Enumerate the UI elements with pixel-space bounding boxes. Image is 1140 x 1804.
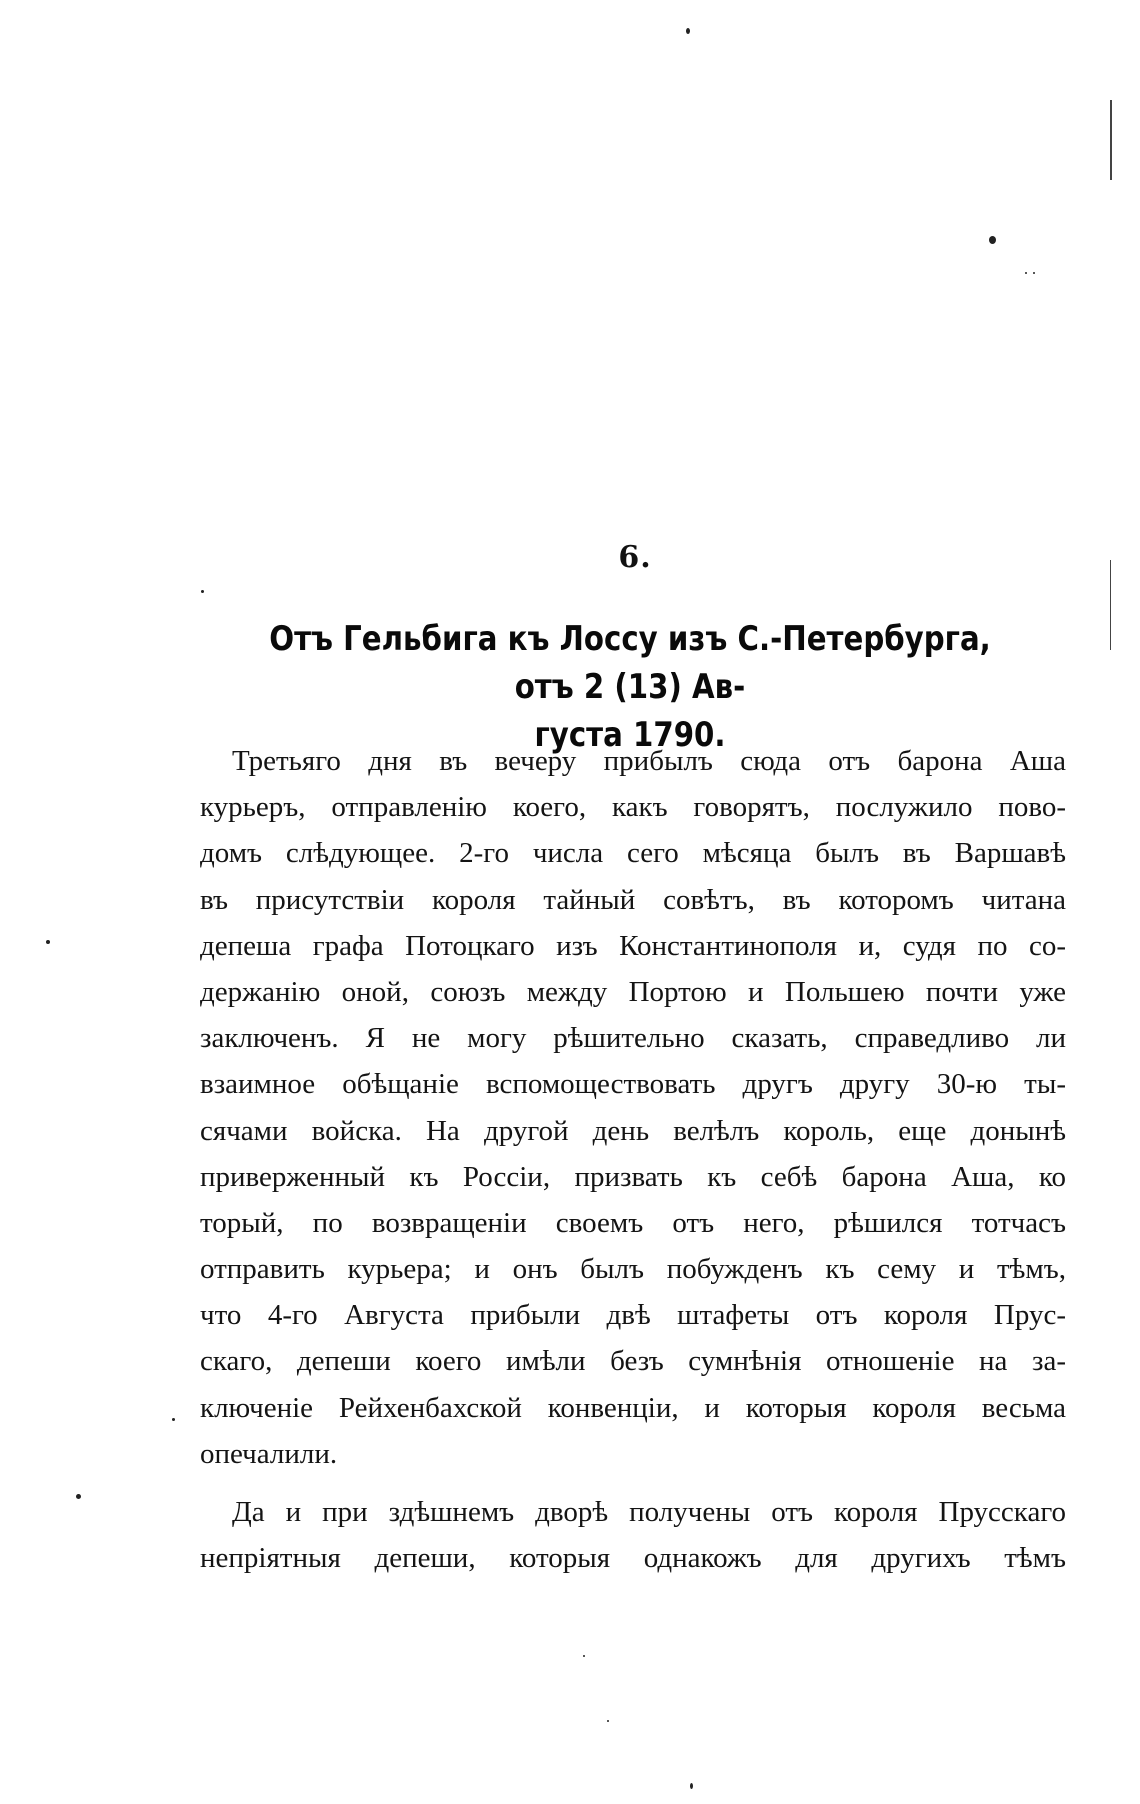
page-edge-mark — [1110, 100, 1112, 180]
document-body — [200, 738, 1066, 1581]
paragraph — [200, 1489, 1066, 1581]
text-line: домъ слѣдующее. 2-го числа сего мѣсяца былъ въ Варшавѣ — [200, 837, 1066, 870]
text-line: что 4-го Августа прибыли двѣ штафеты отъ короля Прус- — [200, 1299, 1066, 1332]
scan-speck — [583, 1655, 585, 1657]
text-line: Третьяго дня въ вечеру прибылъ сюда отъ барона Аша — [232, 745, 1066, 777]
heading-line: Отъ Гельбига къ Лоссу изъ С.-Петербурга, отъ 2 (13) Ав- — [269, 619, 991, 707]
text-line: отправить курьера; и онъ былъ побужденъ къ сему и тѣмъ, — [200, 1253, 1066, 1286]
scan-speck — [690, 1783, 693, 1789]
scan-speck — [46, 940, 50, 944]
heading-line: густа 1790. — [534, 715, 726, 755]
scan-speck — [607, 1720, 609, 1722]
text-line: депеша графа Потоцкаго изъ Константинополя и, судя по со- — [200, 929, 1066, 962]
scan-speck — [1033, 272, 1035, 274]
scan-speck — [686, 28, 690, 34]
text-line: заключенъ. Я не могу рѣшительно сказать, справедливо ли — [200, 1022, 1066, 1055]
text-line: держанію оной, союзъ между Портою и Польшею почти уже — [200, 975, 1066, 1008]
text-line: торый, по возвращеніи своемъ отъ него, рѣшился тотчасъ — [200, 1206, 1066, 1239]
document-number: 6. — [618, 540, 652, 575]
scan-speck — [989, 236, 996, 244]
text-line: курьеръ, отправленію коего, какъ говорятъ, послужило пово- — [200, 791, 1066, 824]
text-line: сячами войска. На другой день велѣлъ король, еще донынѣ — [200, 1114, 1066, 1147]
scan-speck — [172, 1418, 175, 1421]
scan-speck — [1025, 272, 1027, 274]
text-line: опечалили. — [200, 1437, 338, 1470]
text-line: непріятныя депеши, которыя однакожъ для другихъ тѣмъ — [200, 1542, 1066, 1575]
text-line: въ присутствіи короля тайный совѣтъ, въ которомъ читана — [200, 883, 1066, 916]
text-line: взаимное обѣщаніе вспомоществовать другъ другу 30-ю ты- — [200, 1068, 1066, 1101]
scan-speck — [76, 1494, 81, 1499]
paragraph — [200, 738, 1066, 1477]
text-line: ключеніе Рейхенбахской конвенціи, и которыя короля весьма — [200, 1391, 1066, 1424]
text-line: скаго, депеши коего имѣли безъ сумнѣнія отношеніе на за- — [200, 1345, 1066, 1378]
text-line: Да и при здѣшнемъ дворѣ получены отъ короля Прусскаго — [232, 1496, 1066, 1528]
scan-speck — [201, 590, 204, 593]
text-line: приверженный къ Россіи, призвать къ себѣ барона Аша, ко — [200, 1160, 1066, 1193]
